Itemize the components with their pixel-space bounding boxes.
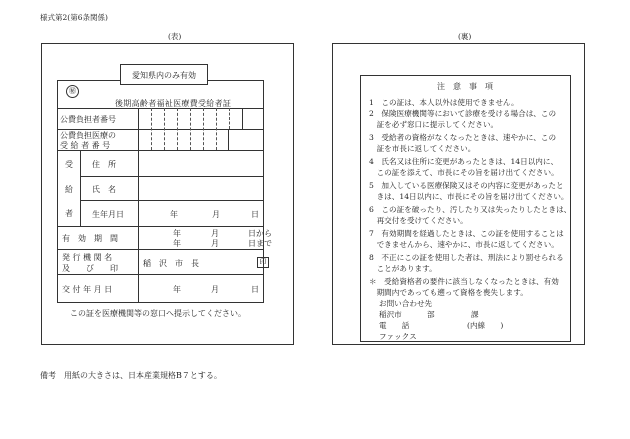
issuer-label-2: 及 び 印 <box>62 264 118 273</box>
issue-day: 日 <box>251 285 259 294</box>
birth-day: 日 <box>251 210 259 219</box>
official-stamp-icon: 印 <box>257 257 269 268</box>
note-line: 8 不正にこの証を使用した者は、刑法により罰せられる <box>369 253 564 262</box>
recipient-label-3: 者 <box>65 209 73 218</box>
issuer-name: 稲 沢 市 長 <box>143 259 199 268</box>
rule-1 <box>57 108 264 109</box>
note-line: 証を必ず窓口に提示してください。 <box>369 120 499 129</box>
validity-from-month: 月 <box>211 229 219 238</box>
payer-number-label: 公費負担者番号 <box>60 115 116 124</box>
rule-5 <box>80 200 264 201</box>
note-line: 3 受給者の資格がなくなったときは、速やかに、この <box>369 133 557 142</box>
validity-badge-text: 愛知県内のみ有効 <box>132 71 196 80</box>
issue-year: 年 <box>173 285 181 294</box>
contact-city: 稲沢市 <box>379 310 402 319</box>
recipient-label-1: 受 <box>65 160 73 169</box>
phone-extension: (内線 ) <box>467 321 504 330</box>
digit-sep <box>203 108 204 150</box>
issue-date-label: 交 付 年 月 日 <box>62 285 113 294</box>
note-line: 5 加入している医療保険又はその内容に変更があったと <box>369 181 564 190</box>
digit-sep <box>216 108 217 150</box>
note-line: この証を添えて、市長にその旨を届け出てください。 <box>369 168 559 177</box>
issue-month: 月 <box>211 285 219 294</box>
birth-year: 年 <box>170 210 178 219</box>
validity-period-label: 有 効 期 間 <box>62 234 118 243</box>
note-line: 7 有効期間を経過したときは、この証を使用することは <box>369 229 564 238</box>
form-label: 様式第2(第6条関係) <box>40 13 108 22</box>
rule-8 <box>57 274 264 275</box>
validity-to-year: 年 <box>173 239 181 248</box>
remark: 備考 用紙の大きさは、日本産業規格B７とする。 <box>40 371 222 380</box>
digit-sep <box>164 108 165 150</box>
card-title: 後期高齢者福祉医療費受給者証 <box>115 99 232 108</box>
note-line: 1 この証は、本人以外は使用できません。 <box>369 98 519 107</box>
contact-section: 課 <box>471 310 479 319</box>
issuer-label-1: 発 行 機 関 名 <box>62 253 113 262</box>
birthdate-label: 生年月日 <box>92 210 124 219</box>
digit-sep <box>229 108 230 129</box>
validity-from-year: 年 <box>173 229 181 238</box>
address-label: 住 所 <box>92 160 116 169</box>
rule-6 <box>57 226 264 227</box>
digit-sep <box>151 108 152 150</box>
rule-7 <box>57 249 264 250</box>
phone-label: 電 話 <box>379 321 410 330</box>
contact-title: お問い合わせ先 <box>379 299 433 308</box>
recipient-number-label-1: 公費負担医療の <box>60 131 116 140</box>
note-line: きは、14日以内に、市長にその旨を届け出てください。 <box>369 192 569 201</box>
recipient-grid-end <box>228 129 229 150</box>
validity-from-text: 日から <box>248 229 272 238</box>
notes-title: 注意事項 <box>437 82 501 91</box>
validity-to-text: 日まで <box>248 239 272 248</box>
digit-sep <box>190 108 191 150</box>
fax-label: ファックス <box>379 332 417 341</box>
digit-sep <box>177 108 178 150</box>
note-line: できませんから、速やかに、市長に返してください。 <box>369 240 559 249</box>
rule-4 <box>80 176 264 177</box>
back-label: (裏) <box>458 32 472 41</box>
validity-to-month: 月 <box>211 239 219 248</box>
front-label: (表) <box>168 32 182 41</box>
note-line: ことがあります。 <box>369 264 437 273</box>
payer-grid-end <box>242 108 243 129</box>
recipient-number-label-2: 受 給 者 番 号 <box>60 141 111 150</box>
recipient-label-2: 給 <box>65 185 73 194</box>
contact-dept: 部 <box>427 310 435 319</box>
recipient-label-divider <box>80 150 81 226</box>
note-line: 4 氏名又は住所に変更があったときは、14日以内に、 <box>369 157 559 166</box>
secret-seal-icon: ㊙ <box>66 85 79 98</box>
front-footer-note: この証を医療機関等の窓口へ提示してください。 <box>70 309 246 318</box>
field-label-divider <box>138 150 139 303</box>
note-line: 6 この証を破ったり、汚したり又は失ったりしたときは、 <box>369 205 572 214</box>
note-line: 2 保険医療機関等において診療を受ける場合は、この <box>369 109 557 118</box>
note-line: 期間内であっても遡って資格を喪失します。 <box>369 288 528 297</box>
note-line: 証を市長に返してください。 <box>369 144 476 153</box>
birth-month: 月 <box>212 210 220 219</box>
note-line: ＊ 受給資格者の要件に該当しなくなったときは、有効 <box>369 277 559 286</box>
number-label-divider <box>138 108 139 150</box>
note-line: 再交付を受けてください。 <box>369 216 468 225</box>
name-label: 氏 名 <box>92 185 116 194</box>
